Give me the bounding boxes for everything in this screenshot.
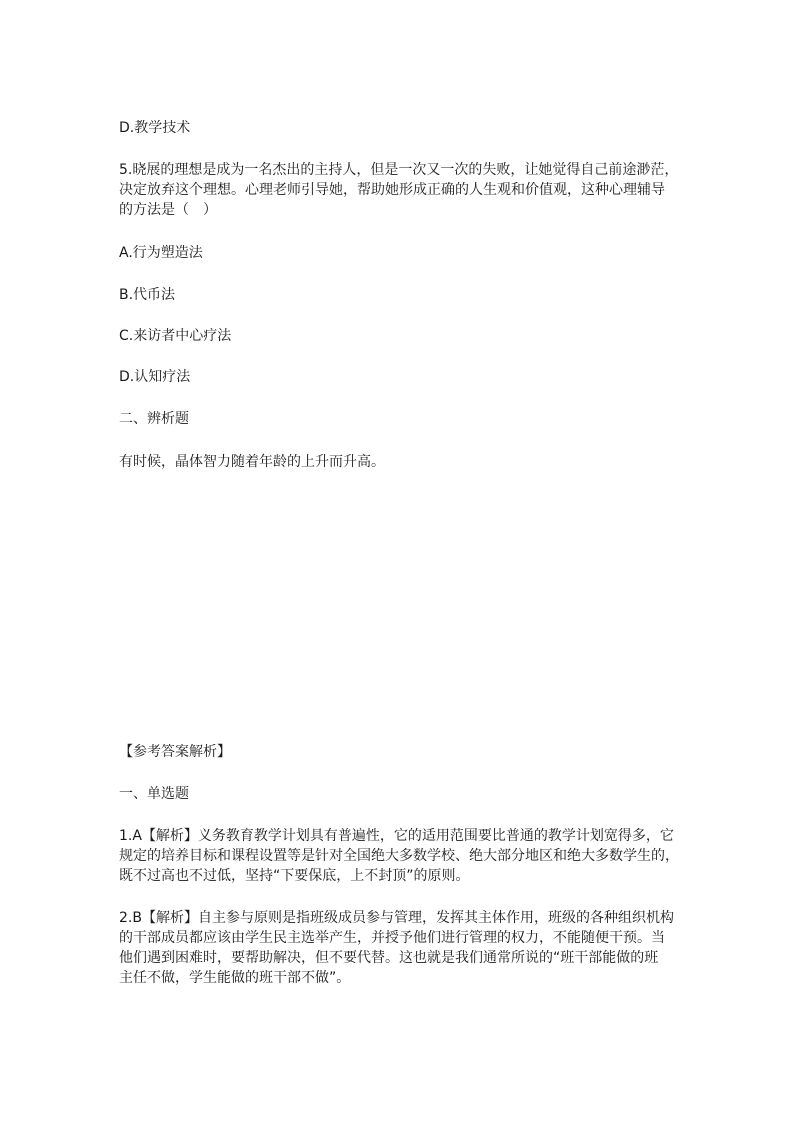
question-5-line: 的方法是（ ）	[119, 202, 217, 218]
option-b: B.代币法	[119, 287, 176, 303]
option-c: C.来访者中心疗法	[119, 328, 232, 344]
answer-2-line: 的干部成员都应该由学生民主选举产生，并授予他们进行管理的权力，不能随便干预。当	[119, 930, 665, 946]
analysis-question: 有时候，晶体智力随着年龄的上升而升高。	[119, 454, 385, 470]
answer-2-line: 他们遇到困难时，要帮助解决，但不要代替。这也就是我们通常所说的“班干部能做的班	[119, 950, 659, 966]
answer-1-line: 既不过高也不过低，坚持“下要保底，上不封顶”的原则。	[119, 868, 470, 884]
answer-item-1	[119, 826, 679, 886]
section-heading-analysis: 二、辨析题	[119, 411, 189, 427]
answer-2-line: 2.B【解析】自主参与原则是指班级成员参与管理，发挥其主体作用，班级的各种组织机构	[119, 910, 674, 926]
option-a: A.行为塑造法	[119, 245, 203, 261]
answer-1-line: 规定的培养目标和课程设置等是针对全国绝大多数学校、绝大部分地区和绝大多数学生的，	[119, 848, 679, 864]
question-5-line: 决定放弃这个理想。心理老师引导她，帮助她形成正确的人生观和价值观，这种心理辅导	[119, 182, 665, 198]
question-5	[119, 160, 679, 220]
answer-2-line: 主任不做，学生能做的班干部不做”。	[119, 970, 351, 986]
answer-item-2	[119, 908, 679, 988]
answers-heading-single-choice: 一、单选题	[119, 786, 189, 802]
option-d: D.认知疗法	[119, 369, 191, 385]
question-5-line: 5.晓展的理想是成为一名杰出的主持人，但是一次又一次的失败，让她觉得自己前途渺茫，	[119, 162, 679, 178]
option-d-previous: D.教学技术	[119, 120, 191, 136]
answers-title: 【参考答案解析】	[119, 744, 231, 760]
answer-1-line: 1.A【解析】义务教育教学计划具有普遍性，它的适用范围要比普通的教学计划宽得多，它	[119, 828, 674, 844]
